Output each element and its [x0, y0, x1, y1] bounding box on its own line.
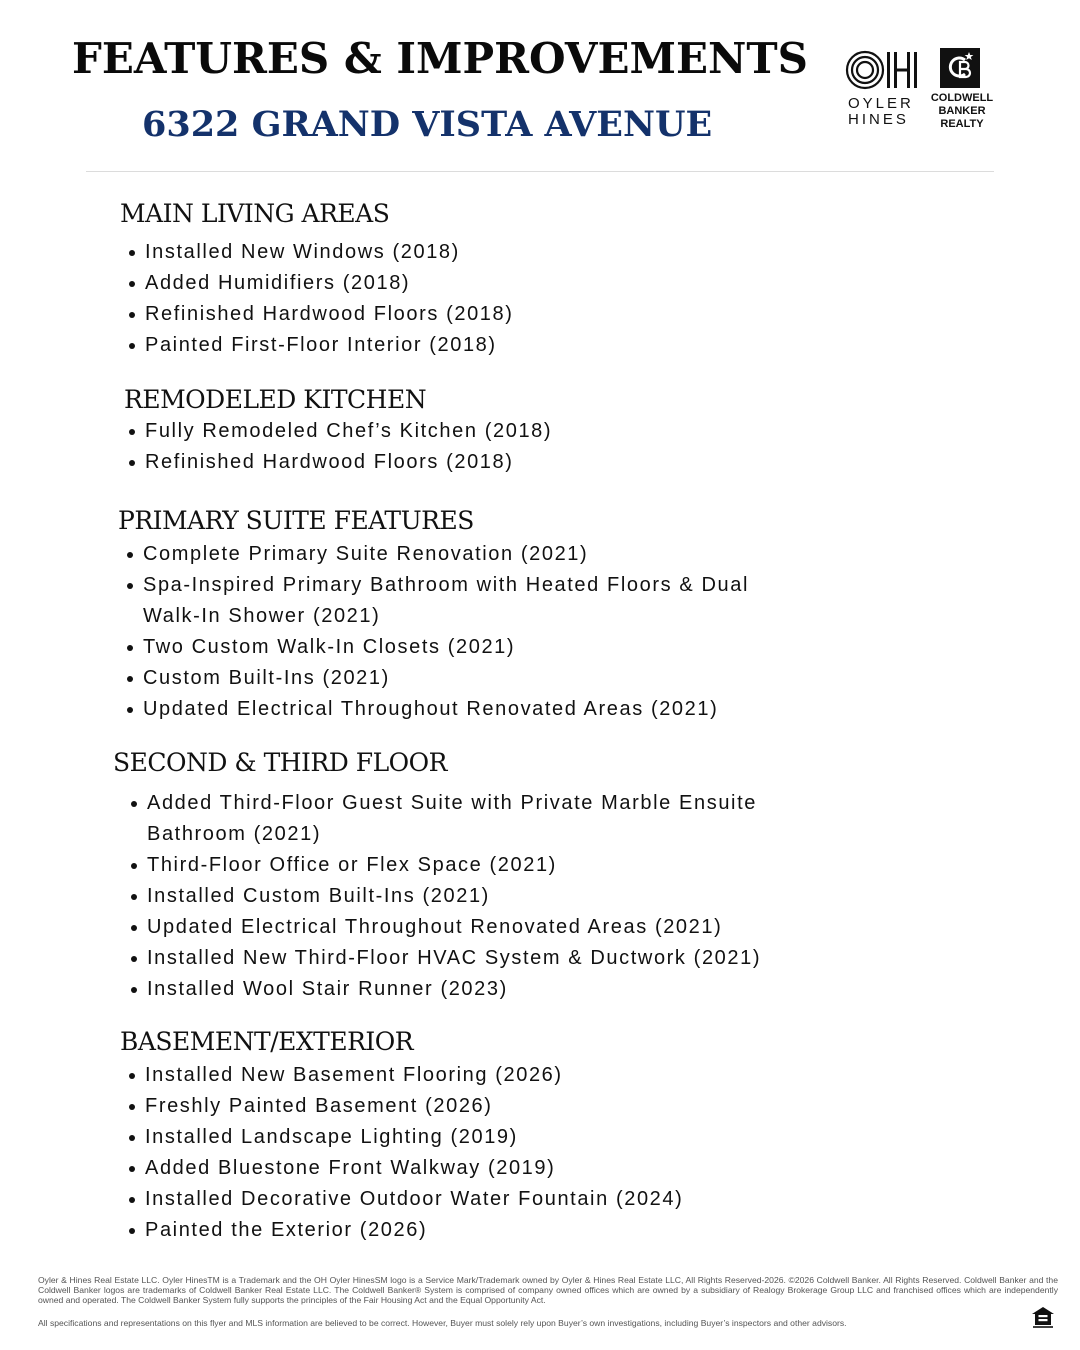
list-item: Refinished Hardwood Floors (2018)	[127, 299, 847, 330]
list-item: Installed Wool Stair Runner (2023)	[129, 974, 819, 1005]
list-item: Fully Remodeled Chef’s Kitchen (2018)	[127, 416, 847, 447]
section-basement-exterior	[120, 1027, 847, 1246]
coldwell-banker-line: REALTY	[940, 118, 984, 130]
list-item: Third-Floor Office or Flex Space (2021)	[129, 850, 819, 881]
section-heading: MAIN LIVING AREAS	[120, 199, 390, 228]
coldwell-banker-wordmark	[924, 92, 1000, 131]
coldwell-banker-line: BANKER	[938, 105, 986, 117]
property-address: 6322 GRAND VISTA AVENUE	[142, 104, 713, 145]
feature-list	[127, 416, 847, 478]
header-divider	[86, 171, 994, 172]
section-remodeled-kitchen	[124, 385, 847, 478]
oyler-hines-mark-icon	[845, 50, 917, 90]
list-item: Added Third-Floor Guest Suite with Private Marble Ensuite Bathroom (2021)	[129, 788, 819, 850]
list-item: Complete Primary Suite Renovation (2021)	[125, 539, 805, 570]
section-main-living-areas	[120, 199, 847, 361]
section-heading: SECOND & THIRD FLOOR	[113, 748, 447, 777]
section-second-third-floor	[113, 748, 819, 1005]
feature-list	[125, 539, 805, 725]
oyler-hines-wordmark	[848, 96, 918, 128]
list-item: Freshly Painted Basement (2026)	[127, 1091, 847, 1122]
list-item: Installed New Windows (2018)	[127, 237, 847, 268]
oyler-hines-line: HINES	[848, 111, 909, 128]
coldwell-banker-line: COLDWELL	[930, 92, 994, 104]
feature-list	[129, 788, 819, 1005]
brand-logos	[842, 46, 1000, 136]
list-item: Installed Landscape Lighting (2019)	[127, 1122, 847, 1153]
disclaimer-text: All specifications and representations on this flyer and MLS information are believed to be correct. However, Buyer must solely rely upon Buyer’s own investigations, including Buyer’s inspectors and other advisors.	[38, 1318, 847, 1328]
coldwell-banker-mark-icon	[938, 48, 982, 88]
page-title: FEATURES & IMPROVEMENTS	[72, 34, 808, 83]
list-item: Installed New Basement Flooring (2026)	[127, 1060, 847, 1091]
list-item: Added Humidifiers (2018)	[127, 268, 847, 299]
list-item: Painted the Exterior (2026)	[127, 1215, 847, 1246]
section-heading: BASEMENT/EXTERIOR	[120, 1027, 414, 1056]
list-item: Two Custom Walk-In Closets (2021)	[125, 632, 805, 663]
list-item: Installed Decorative Outdoor Water Fountain (2024)	[127, 1184, 847, 1215]
list-item: Installed Custom Built-Ins (2021)	[129, 881, 819, 912]
feature-list	[127, 237, 847, 361]
list-item: Updated Electrical Throughout Renovated Areas (2021)	[125, 694, 805, 725]
list-item: Spa-Inspired Primary Bathroom with Heated Floors & Dual Walk-In Shower (2021)	[125, 570, 805, 632]
list-item: Painted First-Floor Interior (2018)	[127, 330, 847, 361]
coldwell-banker-logo	[924, 46, 1000, 136]
legal-notice: Oyler & Hines Real Estate LLC. Oyler HinesTM is a Trademark and the OH Oyler HinesSM logo is a Service Mark/Trademark owned by Oyler & Hines Real Estate LLC, All Rights Reserved-2026. ©2026 Coldwell Banker. All Rights Reserved. Coldwell Banker and the Coldwell Banker logos are trademarks of Coldwell Banker Real Estate LLC. The Coldwell Banker® System is comprised of company owned offices which are owned by a subsidiary of Realogy Brokerage Group LLC and franchised offices which are independently owned and operated. The Coldwell Banker System fully supports the principles of the Fair Housing Act and the Equal Opportunity Act.	[38, 1275, 1058, 1305]
oyler-hines-line: OYLER	[848, 95, 914, 112]
feature-list	[127, 1060, 847, 1246]
list-item: Added Bluestone Front Walkway (2019)	[127, 1153, 847, 1184]
section-primary-suite-features	[118, 506, 805, 725]
list-item: Installed New Third-Floor HVAC System & Ductwork (2021)	[129, 943, 819, 974]
section-heading: PRIMARY SUITE FEATURES	[118, 506, 474, 535]
list-item: Refinished Hardwood Floors (2018)	[127, 447, 847, 478]
list-item: Custom Built-Ins (2021)	[125, 663, 805, 694]
list-item: Updated Electrical Throughout Renovated Areas (2021)	[129, 912, 819, 943]
equal-housing-opportunity-icon	[1031, 1305, 1055, 1329]
section-heading: REMODELED KITCHEN	[124, 385, 427, 414]
oyler-hines-logo	[842, 46, 918, 130]
